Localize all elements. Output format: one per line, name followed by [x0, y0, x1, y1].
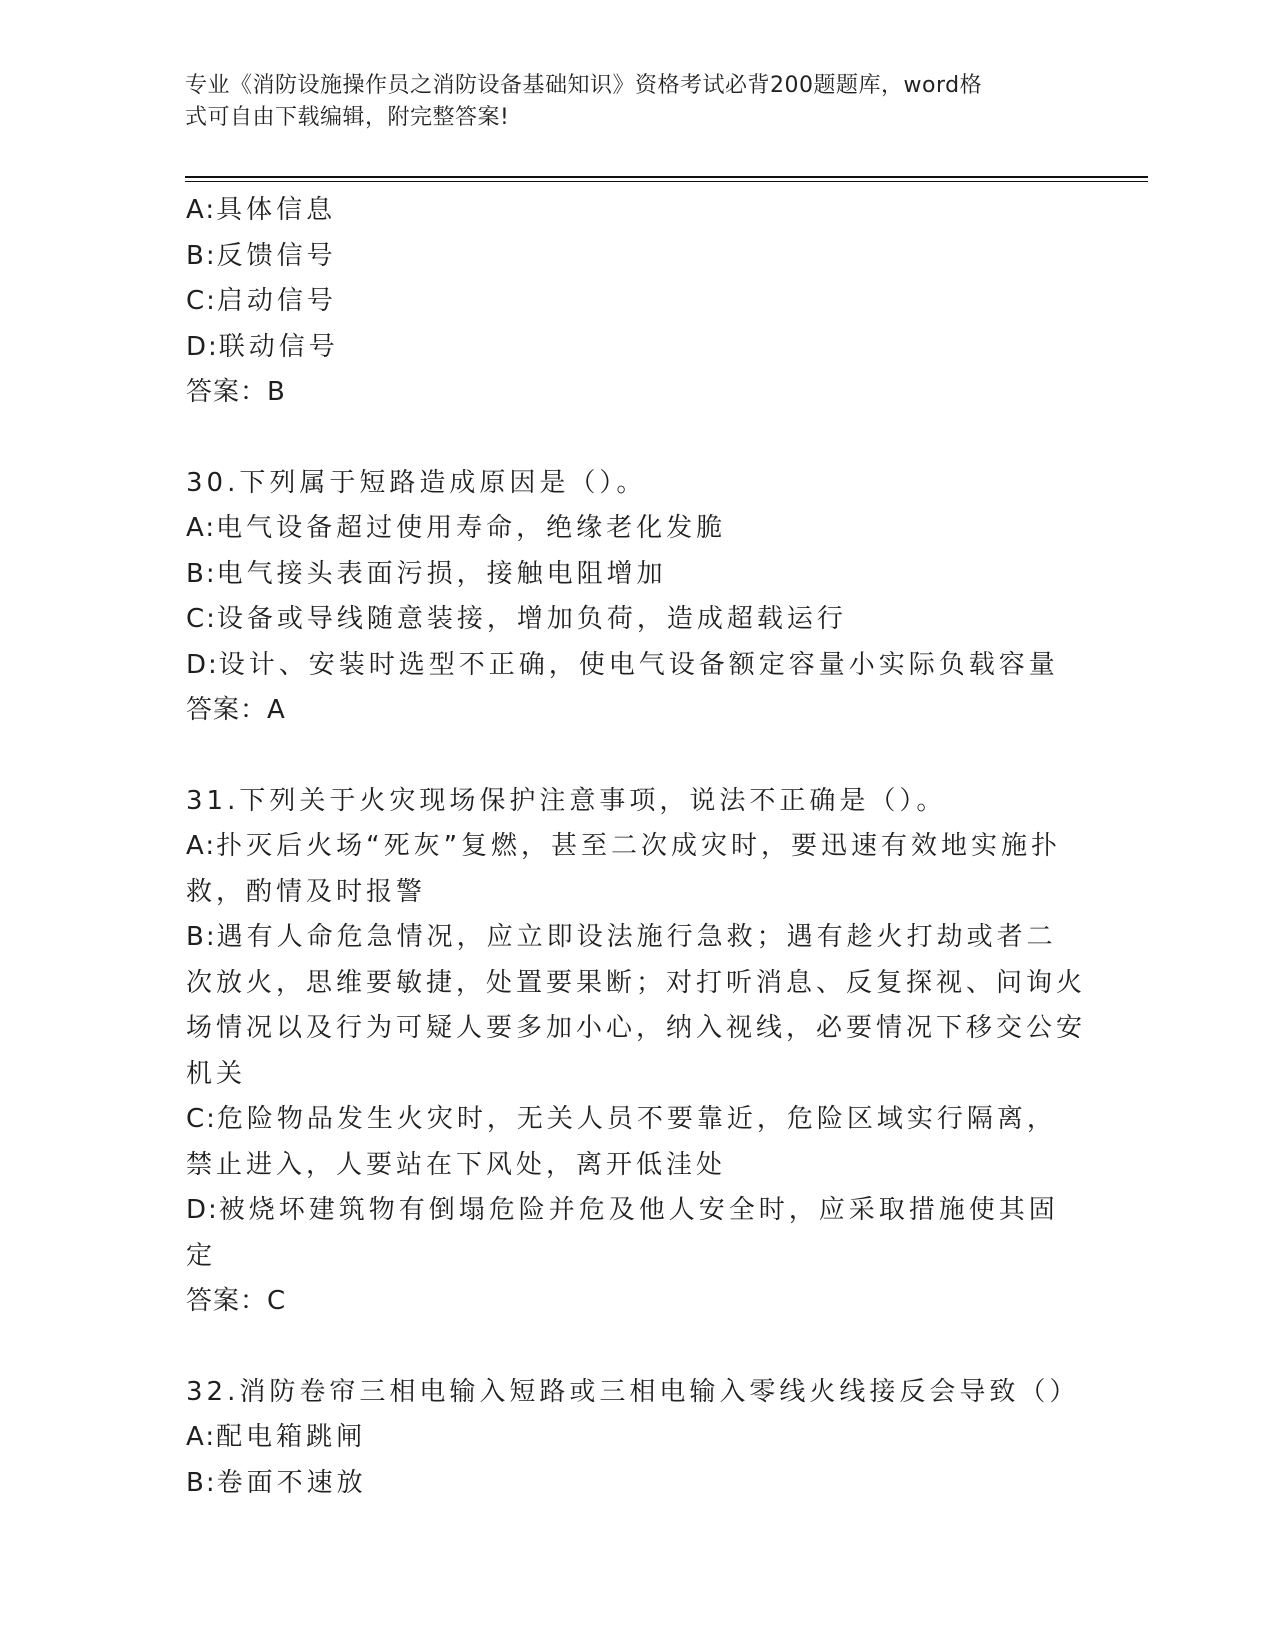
header-line-2: 式可自由下载编辑，附完整答案! [185, 105, 510, 130]
option-d: D:设计、安装时选型不正确，使电气设备额定容量小实际负载容量 [186, 649, 1059, 680]
question-block-30 [186, 461, 1086, 734]
question-block-32 [186, 1370, 1086, 1507]
option-b: B:卷面不速放 [186, 1467, 367, 1498]
option-c: C:危险物品发生火灾时，无关人员不要靠近，危险区域实行隔离，禁止进入，人要站在下风处，离开低洼处 [186, 1104, 1057, 1180]
option-a: A:配电箱跳闸 [186, 1422, 367, 1452]
question-text: 30.下列属于短路造成原因是（）。 [186, 467, 647, 498]
option-b: B:遇有人命危急情况，应立即设法施行急救；遇有趁火打劫或者二次放火，思维要敏捷，处置要果断；对打听消息、反复探视、问询火场情况以及行为可疑人要多加小心，纳入视线，必要情况下移交公安机关 [186, 922, 1087, 1089]
question-content [186, 188, 1086, 1506]
answer-line: 答案：A [186, 695, 286, 725]
option-a: A:具体信息 [186, 195, 337, 225]
option-c: C:启动信号 [186, 286, 337, 316]
header-rule-thick [185, 176, 1148, 178]
document-header [185, 70, 1065, 134]
header-rule-thin [185, 181, 1148, 182]
option-b: B:电气接头表面污损，接触电阻增加 [186, 558, 667, 589]
question-block-29 [186, 188, 1086, 416]
answer-line: 答案：B [186, 377, 286, 407]
question-block-31 [186, 779, 1086, 1325]
option-d: D:被烧坏建筑物有倒塌危险并危及他人安全时，应采取措施使其固定 [186, 1195, 1059, 1271]
option-c: C:设备或导线随意装接，增加负荷，造成超载运行 [186, 604, 847, 634]
question-text: 31.下列关于火灾现场保护注意事项，说法不正确是（）。 [186, 785, 947, 816]
option-b: B:反馈信号 [186, 240, 337, 271]
option-d: D:联动信号 [186, 331, 339, 362]
option-a: A:电气设备超过使用寿命，绝缘老化发脆 [186, 513, 727, 543]
header-line-1: 专业《消防设施操作员之消防设备基础知识》资格考试必背200题题库，word格 [185, 73, 983, 98]
option-a: A:扑灭后火场“死灰”复燃，甚至二次成灾时，要迅速有效地实施扑救，酌情及时报警 [186, 831, 1062, 907]
question-text: 32.消防卷帘三相电输入短路或三相电输入零线火线接反会导致（） [186, 1376, 1080, 1407]
answer-line: 答案：C [186, 1286, 287, 1316]
